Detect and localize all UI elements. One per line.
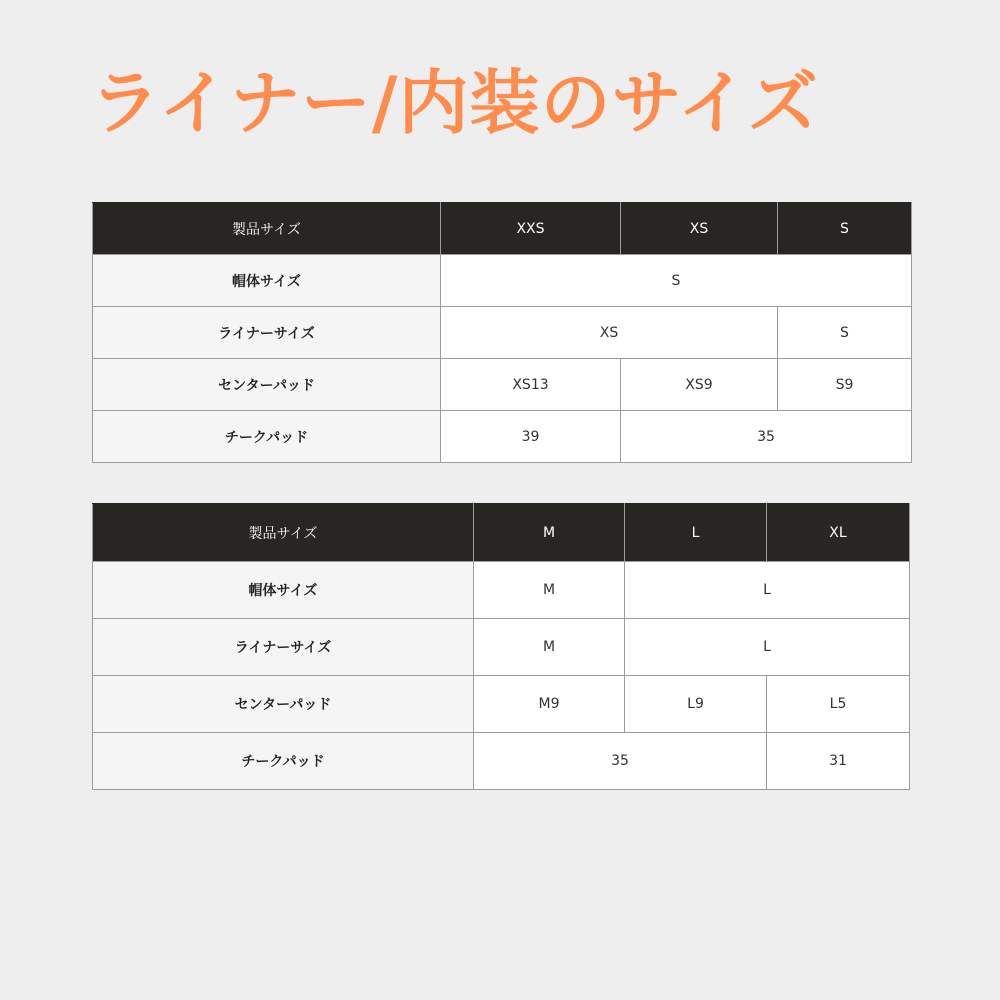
- table-row-shell-size: [93, 562, 910, 619]
- row-label-cheek-pad: チークパッド: [93, 733, 474, 790]
- cell-cheek-pad: 35: [621, 411, 912, 463]
- header-size-m: M: [474, 504, 625, 562]
- cell-shell-size: M: [474, 562, 625, 619]
- table-row-liner-size: [93, 307, 912, 359]
- cell-cheek-pad: 39: [441, 411, 621, 463]
- row-label-cheek-pad: チークパッド: [93, 411, 441, 463]
- page-title: ライナー/内装のサイズ: [90, 62, 819, 144]
- header-product-size: 製品サイズ: [93, 504, 474, 562]
- cell-cheek-pad: 35: [474, 733, 767, 790]
- header-size-xxs: XXS: [441, 203, 621, 255]
- cell-center-pad: S9: [778, 359, 912, 411]
- cell-liner-size: XS: [441, 307, 778, 359]
- header-product-size: 製品サイズ: [93, 203, 441, 255]
- cell-liner-size: L: [625, 619, 910, 676]
- header-size-s: S: [778, 203, 912, 255]
- table-row-liner-size: [93, 619, 910, 676]
- cell-center-pad: L9: [625, 676, 767, 733]
- row-label-liner-size: ライナーサイズ: [93, 307, 441, 359]
- row-label-shell-size: 帽体サイズ: [93, 255, 441, 307]
- cell-liner-size: M: [474, 619, 625, 676]
- table-header-row: [93, 203, 912, 255]
- table-header-row: [93, 504, 910, 562]
- cell-center-pad: XS9: [621, 359, 778, 411]
- row-label-center-pad: センターパッド: [93, 676, 474, 733]
- row-label-center-pad: センターパッド: [93, 359, 441, 411]
- header-size-l: L: [625, 504, 767, 562]
- table-row-cheek-pad: [93, 411, 912, 463]
- cell-center-pad: XS13: [441, 359, 621, 411]
- cell-shell-size: L: [625, 562, 910, 619]
- row-label-liner-size: ライナーサイズ: [93, 619, 474, 676]
- table-row-cheek-pad: [93, 733, 910, 790]
- table-row-center-pad: [93, 676, 910, 733]
- cell-center-pad: M9: [474, 676, 625, 733]
- cell-center-pad: L5: [767, 676, 910, 733]
- table-row-shell-size: [93, 255, 912, 307]
- cell-liner-size: S: [778, 307, 912, 359]
- cell-shell-size: S: [441, 255, 912, 307]
- row-label-shell-size: 帽体サイズ: [93, 562, 474, 619]
- cell-cheek-pad: 31: [767, 733, 910, 790]
- header-size-xs: XS: [621, 203, 778, 255]
- table-row-center-pad: [93, 359, 912, 411]
- size-table-small: [92, 202, 912, 463]
- size-table-large: [92, 503, 910, 790]
- header-size-xl: XL: [767, 504, 910, 562]
